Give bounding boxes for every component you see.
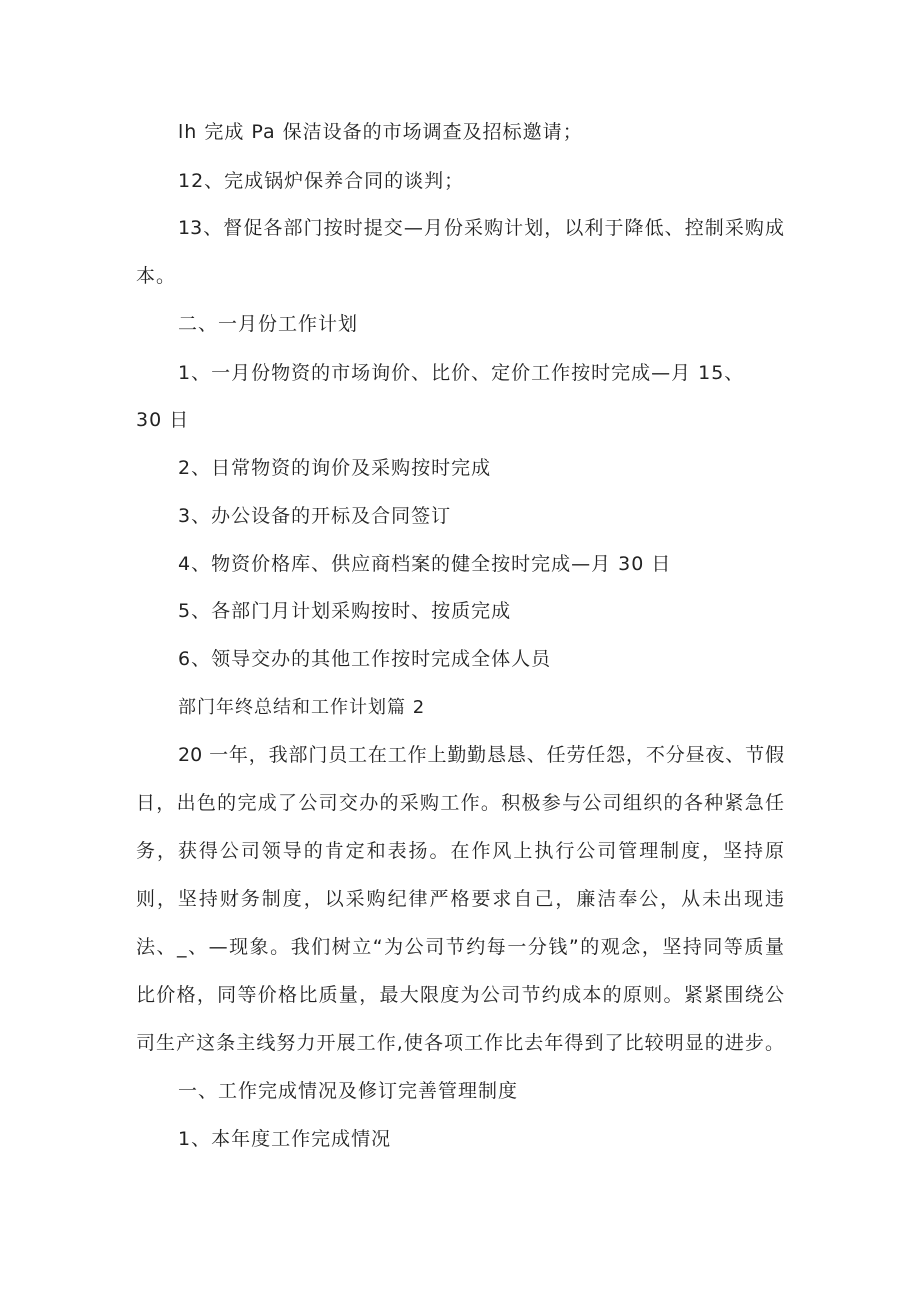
paragraph-item-12: 12、完成锅炉保养合同的谈判； [178,170,465,192]
section-heading-work-completion: 一、工作完成情况及修订完善管理制度 [178,1080,519,1102]
paragraph-item-13-cont: 本。 [136,265,177,287]
paragraph-item-11: lh 完成 Pa 保洁设备的市场调查及招标邀请； [178,121,583,143]
plan-item-4: 4、物资价格库、供应商档案的健全按时完成—月 30 日 [178,553,672,575]
plan-item-3: 3、办公设备的开标及合同签订 [178,505,452,527]
body-paragraph-line-5: 法、_、—现象。我们树立“为公司节约每一分钱”的观念，坚持同等质量 [136,936,784,958]
subsection-heading-annual-completion: 1、本年度工作完成情况 [178,1128,392,1150]
plan-item-6: 6、领导交办的其他工作按时完成全体人员 [178,648,552,670]
paragraph-item-13: 13、督促各部门按时提交—月份采购计划，以利于降低、控制采购成 [178,217,784,239]
plan-item-5: 5、各部门月计划采购按时、按质完成 [178,600,512,622]
body-paragraph-line-4: 则，坚持财务制度，以采购纪律严格要求自己，廉洁奉公，从未出现违 [136,888,784,910]
plan-item-2: 2、日常物资的询价及采购按时完成 [178,457,492,479]
body-paragraph-line-7: 司生产这条主线努力开展工作,使各项工作比去年得到了比较明显的进步。 [136,1032,784,1054]
plan-item-1-cont: 30 日 [136,409,190,431]
article-title-part-2: 部门年终总结和工作计划篇 2 [178,697,426,718]
body-paragraph-line-2: 日，出色的完成了公司交办的采购工作。积极参与公司组织的各种紧急任 [136,792,784,814]
section-heading-january-plan: 二、一月份工作计划 [178,313,359,335]
plan-item-1: 1、一月份物资的市场询价、比价、定价工作按时完成—月 15、 [178,362,745,384]
body-paragraph-line-6: 比价格，同等价格比质量，最大限度为公司节约成本的原则。紧紧围绕公 [136,984,784,1006]
body-paragraph-line-1: 20 一年，我部门员工在工作上勤勤恳恳、任劳任怨，不分昼夜、节假 [178,744,784,766]
body-paragraph-line-3: 务，获得公司领导的肯定和表扬。在作风上执行公司管理制度，坚持原 [136,840,784,862]
